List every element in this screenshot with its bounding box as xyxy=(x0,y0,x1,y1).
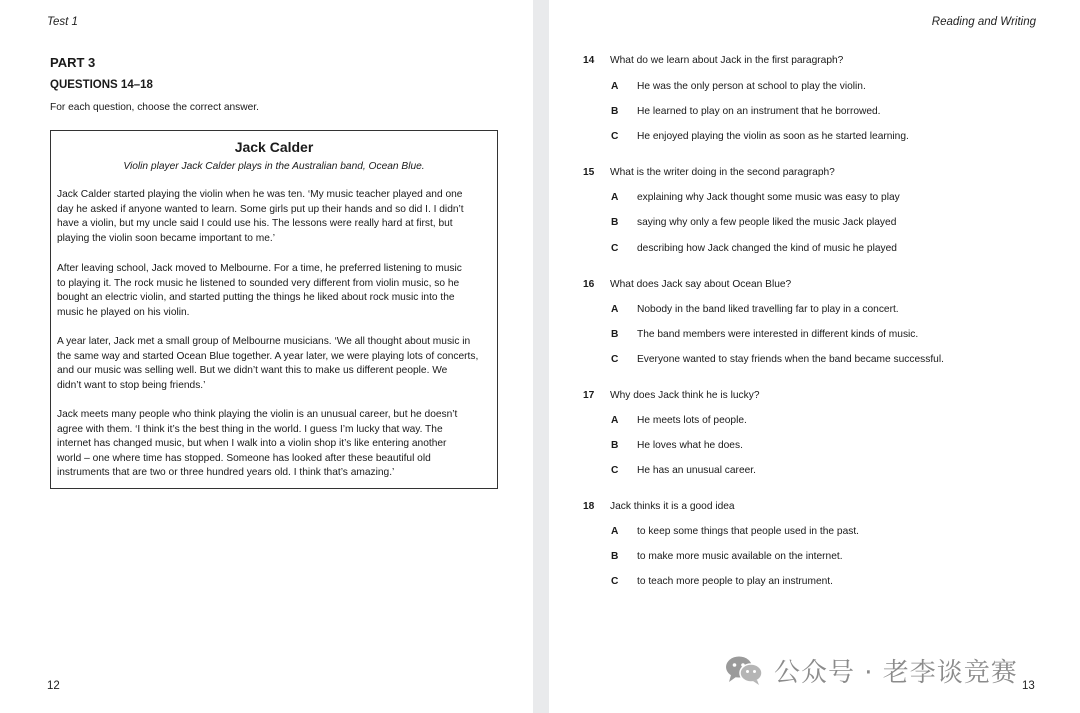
question-text: Why does Jack think he is lucky? xyxy=(610,390,760,401)
option-letter: B xyxy=(611,106,619,117)
option-letter: C xyxy=(611,576,619,587)
article-subtitle: Violin player Jack Calder plays in the Australian band, Ocean Blue. xyxy=(123,161,425,172)
option-letter: B xyxy=(611,440,619,451)
instruction: For each question, choose the correct answer. xyxy=(50,102,259,113)
article-paragraph xyxy=(57,335,497,393)
paragraph-line: day he asked if anyone wanted to learn. Some girls put up their hands and so did I. I didn’t xyxy=(57,203,464,215)
question-text: Jack thinks it is a good idea xyxy=(610,501,735,512)
paragraph-line: music he played on his violin. xyxy=(57,306,190,318)
paragraph-line: and our music was selling well. But we didn’t want this to make us different people. We xyxy=(57,365,448,377)
paragraph-line: have a violin, but my uncle said I could use his. The lessons were really hard at first, but xyxy=(57,218,453,230)
paragraph-line: world – one where time has stopped. Someone has looked after these beautiful old xyxy=(57,452,431,464)
option-text: to teach more people to play an instrument. xyxy=(637,576,833,587)
question-number: 17 xyxy=(583,390,595,401)
option-text: explaining why Jack thought some music was easy to play xyxy=(637,192,900,203)
option-text: describing how Jack changed the kind of music he played xyxy=(637,243,897,254)
question-number: 15 xyxy=(583,167,595,178)
option-text: saying why only a few people liked the music Jack played xyxy=(637,217,897,228)
question-number: 16 xyxy=(583,279,595,290)
article-box xyxy=(50,130,498,489)
option-text: Everyone wanted to stay friends when the band became successful. xyxy=(637,354,944,365)
option-text: to make more music available on the internet. xyxy=(637,551,843,562)
option-text: The band members were interested in different kinds of music. xyxy=(637,329,919,340)
option-letter: A xyxy=(611,526,619,537)
option-letter: A xyxy=(611,304,619,315)
paragraph-line: the same way and started Ocean Blue together. A year later, we were playing lots of concerts, xyxy=(57,350,479,362)
paragraph-line: bought an electric violin, and started putting the things he liked about rock music into the xyxy=(57,292,455,304)
running-head: Test 1 xyxy=(47,16,78,28)
option-letter: C xyxy=(611,465,619,476)
option-letter: C xyxy=(611,131,619,142)
option-letter: B xyxy=(611,551,619,562)
article-paragraph xyxy=(57,262,497,320)
question-number: 18 xyxy=(583,501,595,512)
paragraph-line: internet has changed music, but when I walk into a violin shop it’s like entering another xyxy=(57,438,447,450)
paragraph-line: agree with them. ‘I think it’s the best thing in the world. I guess I’m lucky that way. The xyxy=(57,423,443,435)
watermark xyxy=(724,652,1018,688)
option-text: He enjoyed playing the violin as soon as he started learning. xyxy=(637,131,909,142)
option-letter: B xyxy=(611,217,619,228)
watermark-text: 公众号 · 老李谈竞赛 xyxy=(774,657,1018,688)
running-head: Reading and Writing xyxy=(931,16,1036,28)
option-text: Nobody in the band liked travelling far to play in a concert. xyxy=(637,304,899,315)
question-text: What do we learn about Jack in the first paragraph? xyxy=(610,55,844,66)
option-letter: C xyxy=(611,354,619,365)
option-letter: A xyxy=(611,81,619,92)
option-text: He has an unusual career. xyxy=(637,465,756,476)
paragraph-line: Jack Calder started playing the violin when he was ten. ‘My music teacher played and one xyxy=(57,189,463,200)
questions-title: QUESTIONS 14–18 xyxy=(50,79,153,91)
option-text: He meets lots of people. xyxy=(637,415,747,426)
paragraph-line: playing the violin soon became important to me.’ xyxy=(57,232,276,244)
article-paragraph xyxy=(57,408,497,481)
paragraph-line: After leaving school, Jack moved to Melbourne. For a time, he preferred listening to music xyxy=(57,263,462,274)
part-title: PART 3 xyxy=(50,55,96,70)
option-text: He learned to play on an instrument that he borrowed. xyxy=(637,106,881,117)
option-letter: A xyxy=(611,415,619,426)
paragraph-line: A year later, Jack met a small group of Melbourne musicians. ‘We all thought about music in xyxy=(57,336,471,347)
article-title: Jack Calder xyxy=(234,139,314,155)
option-letter: B xyxy=(611,329,619,340)
option-text: He was the only person at school to play the violin. xyxy=(637,81,866,92)
page-number: 12 xyxy=(47,680,60,692)
option-letter: A xyxy=(611,192,619,203)
question-text: What does Jack say about Ocean Blue? xyxy=(610,279,792,290)
page-number: 13 xyxy=(1022,680,1035,692)
right-page xyxy=(549,0,1080,713)
paragraph-line: instruments that are two or three hundred years old. I think that’s amazing.’ xyxy=(57,467,395,479)
wechat-icon xyxy=(724,655,764,685)
paragraph-line: to playing it. The rock music he listened to sounded very different from violin music, so he xyxy=(57,277,460,289)
option-letter: C xyxy=(611,243,619,254)
question-number: 14 xyxy=(583,55,595,66)
paragraph-line: Jack meets many people who think playing the violin is an unusual career, but he doesn’t xyxy=(57,409,458,420)
option-text: to keep some things that people used in the past. xyxy=(637,526,860,537)
left-page xyxy=(0,0,533,713)
paragraph-line: didn’t want to stop being friends.’ xyxy=(57,379,206,391)
question-text: What is the writer doing in the second paragraph? xyxy=(610,167,835,178)
option-text: He loves what he does. xyxy=(637,440,743,451)
article-paragraph xyxy=(57,188,497,246)
